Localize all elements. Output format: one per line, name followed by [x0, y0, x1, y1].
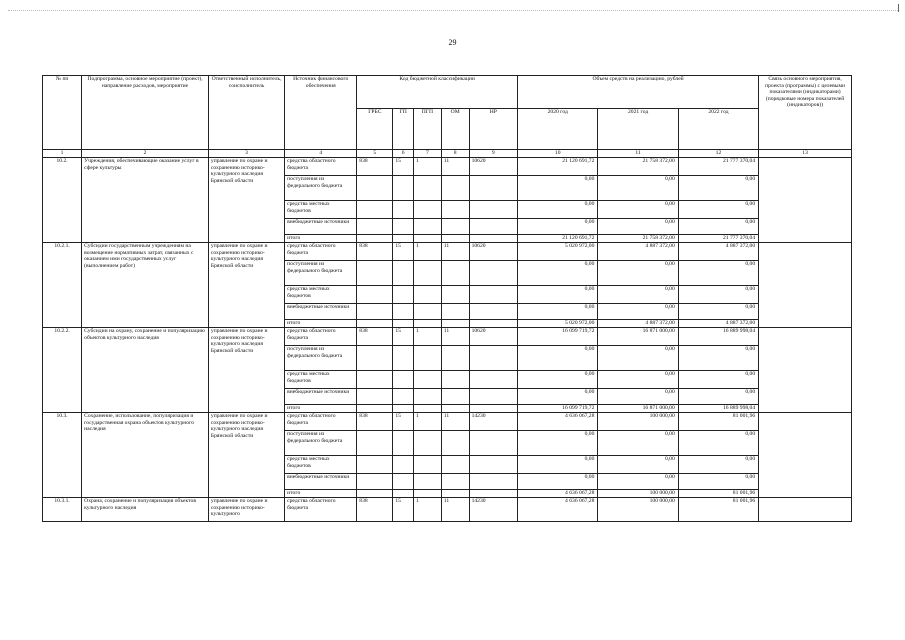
code-empty	[357, 261, 393, 286]
source-label: средства областного бюджета	[285, 413, 357, 431]
source-label: итого	[285, 235, 357, 243]
amount-cell: 0,00	[678, 176, 758, 201]
source-label: средства областного бюджета	[285, 158, 357, 176]
source-label: поступления из федерального бюджета	[285, 346, 357, 371]
code-empty	[413, 456, 441, 474]
header-gp: ГП	[393, 109, 414, 150]
code-empty	[413, 219, 441, 235]
code-empty	[393, 219, 414, 235]
amount-cell: 0,00	[518, 201, 598, 219]
code-pgp: 1	[413, 158, 441, 176]
code-empty	[357, 219, 393, 235]
code-empty	[413, 371, 441, 389]
amount-cell: 21 777 370,04	[678, 235, 758, 243]
code-empty	[413, 286, 441, 304]
code-empty	[393, 286, 414, 304]
header-name: Подпрограмма, основное мероприятие (проект), направление расходов, мероприятие	[82, 76, 209, 150]
amount-cell: 100 000,00	[598, 413, 678, 431]
amount-cell: 0,00	[598, 201, 678, 219]
amount-cell: 4 636 067,28	[518, 498, 598, 522]
code-empty	[469, 304, 517, 320]
code-empty	[413, 389, 441, 405]
code-empty	[469, 235, 517, 243]
code-empty	[357, 474, 393, 490]
source-label: поступления из федерального бюджета	[285, 176, 357, 201]
amount-cell: 0,00	[598, 176, 678, 201]
code-empty	[393, 235, 414, 243]
code-empty	[441, 490, 469, 498]
row-executor: управление по охране и сохранению историко-культурного наследия Брянской области	[208, 413, 284, 498]
page-number: 29	[448, 38, 457, 47]
code-empty	[357, 201, 393, 219]
source-label: средства местных бюджетов	[285, 371, 357, 389]
code-empty	[357, 304, 393, 320]
code-nr: 10620	[469, 243, 517, 261]
col-number: 8	[441, 150, 469, 158]
header-pgp: ПГП	[413, 109, 441, 150]
row-number: 10.3.	[43, 413, 82, 498]
code-om: 11	[441, 498, 469, 522]
code-empty	[469, 286, 517, 304]
header-nr: НР	[469, 109, 517, 150]
col-number: 2	[82, 150, 209, 158]
code-empty	[441, 235, 469, 243]
amount-cell: 0,00	[678, 286, 758, 304]
amount-cell: 0,00	[678, 219, 758, 235]
code-empty	[441, 346, 469, 371]
amount-cell: 4 887 372,00	[598, 243, 678, 261]
code-empty	[357, 371, 393, 389]
code-grbs: 838	[357, 243, 393, 261]
amount-cell: 0,00	[598, 219, 678, 235]
code-empty	[413, 261, 441, 286]
row-executor: управление по охране и сохранению историко-культурного наследия Брянской области	[208, 328, 284, 413]
code-empty	[469, 346, 517, 371]
amount-cell: 0,00	[678, 346, 758, 371]
row-number: 10.2.2.	[43, 328, 82, 413]
code-empty	[469, 176, 517, 201]
amount-cell: 16 871 000,00	[598, 328, 678, 346]
code-empty	[393, 405, 414, 413]
amount-cell: 4 887 372,00	[678, 320, 758, 328]
row-number: 10.2.	[43, 158, 82, 243]
table-row	[43, 243, 852, 261]
amount-cell: 0,00	[598, 346, 678, 371]
source-label: поступления из федерального бюджета	[285, 261, 357, 286]
source-label: внебюджетные источники	[285, 304, 357, 320]
code-nr: 10620	[469, 158, 517, 176]
code-empty	[441, 405, 469, 413]
code-grbs: 838	[357, 413, 393, 431]
header-2022: 2022 год	[678, 109, 758, 150]
code-empty	[413, 201, 441, 219]
source-label: итого	[285, 490, 357, 498]
row-name: Сохранение, использование, популяризация и государственная охрана объектов культурного наследия	[82, 413, 209, 498]
amount-cell: 21 120 691,72	[518, 158, 598, 176]
code-gp: 15	[393, 158, 414, 176]
row-name: Субсидии государственным учреждениям на возмещение нормативных затрат, связанных с оказанием ими государственных услуг (выполнением работ)	[82, 243, 209, 328]
scan-top-border	[8, 10, 898, 17]
table-row	[43, 158, 852, 176]
budget-table	[42, 75, 852, 522]
code-empty	[413, 490, 441, 498]
amount-cell: 0,00	[678, 371, 758, 389]
code-pgp: 1	[413, 243, 441, 261]
amount-cell: 21 758 372,00	[598, 158, 678, 176]
code-empty	[469, 389, 517, 405]
amount-cell: 4 636 067,28	[518, 490, 598, 498]
row-number: 10.3.1.	[43, 498, 82, 522]
source-label: итого	[285, 405, 357, 413]
table-row	[43, 498, 852, 522]
amount-cell: 21 777 370,04	[678, 158, 758, 176]
col-number: 10	[518, 150, 598, 158]
code-empty	[441, 304, 469, 320]
code-gp: 15	[393, 498, 414, 522]
code-om: 11	[441, 328, 469, 346]
code-empty	[413, 320, 441, 328]
code-empty	[469, 320, 517, 328]
column-number-row	[43, 150, 852, 158]
header-grbs: ГРБС	[357, 109, 393, 150]
amount-cell: 0,00	[518, 371, 598, 389]
source-label: средства областного бюджета	[285, 328, 357, 346]
source-label: средства местных бюджетов	[285, 286, 357, 304]
link-cell	[759, 498, 852, 522]
code-empty	[441, 286, 469, 304]
amount-cell: 16 099 719,72	[518, 405, 598, 413]
code-gp: 15	[393, 413, 414, 431]
code-empty	[357, 456, 393, 474]
link-cell	[759, 158, 852, 243]
code-empty	[357, 176, 393, 201]
amount-cell: 0,00	[518, 261, 598, 286]
amount-cell: 0,00	[678, 261, 758, 286]
amount-cell: 16 099 719,72	[518, 328, 598, 346]
code-empty	[393, 371, 414, 389]
link-cell	[759, 328, 852, 413]
amount-cell: 0,00	[678, 431, 758, 456]
amount-cell: 0,00	[598, 474, 678, 490]
code-empty	[413, 474, 441, 490]
amount-cell: 0,00	[598, 286, 678, 304]
table-body	[43, 158, 852, 522]
amount-cell: 0,00	[678, 474, 758, 490]
amount-cell: 100 000,00	[598, 490, 678, 498]
code-empty	[469, 261, 517, 286]
amount-cell: 0,00	[518, 346, 598, 371]
code-empty	[357, 346, 393, 371]
code-grbs: 838	[357, 498, 393, 522]
code-empty	[357, 235, 393, 243]
code-empty	[393, 261, 414, 286]
code-nr: 14230	[469, 498, 517, 522]
source-label: средства областного бюджета	[285, 243, 357, 261]
code-empty	[393, 456, 414, 474]
amount-cell: 4 887 372,00	[678, 243, 758, 261]
header-2021: 2021 год	[598, 109, 678, 150]
col-number: 12	[678, 150, 758, 158]
table-row	[43, 413, 852, 431]
code-gp: 15	[393, 243, 414, 261]
code-empty	[413, 346, 441, 371]
header-link: Связь основного мероприятия, проекта (программы) с целевыми показателями (индикаторами) (порядковые номера показателей (индикаторов))	[759, 76, 852, 150]
code-empty	[393, 490, 414, 498]
code-om: 11	[441, 158, 469, 176]
row-name: Субсидии на охрану, сохранение и популяризацию объектов культурного наследия	[82, 328, 209, 413]
code-nr: 14230	[469, 413, 517, 431]
amount-cell: 0,00	[598, 261, 678, 286]
source-label: внебюджетные источники	[285, 219, 357, 235]
code-empty	[441, 389, 469, 405]
col-number: 7	[413, 150, 441, 158]
row-executor: управление по охране и сохранению историко-культурного	[208, 498, 284, 522]
code-nr: 10620	[469, 328, 517, 346]
code-empty	[357, 320, 393, 328]
code-empty	[469, 219, 517, 235]
amount-cell: 0,00	[678, 456, 758, 474]
code-pgp: 1	[413, 498, 441, 522]
col-number: 11	[598, 150, 678, 158]
code-pgp: 1	[413, 413, 441, 431]
table-row	[43, 328, 852, 346]
code-empty	[357, 490, 393, 498]
amount-cell: 21 758 372,00	[598, 235, 678, 243]
amount-cell: 0,00	[518, 456, 598, 474]
amount-cell: 0,00	[518, 431, 598, 456]
code-grbs: 838	[357, 158, 393, 176]
header-executor: Ответственный исполнитель, соисполнитель	[208, 76, 284, 150]
amount-cell: 5 020 972,00	[518, 243, 598, 261]
source-label: поступления из федерального бюджета	[285, 431, 357, 456]
amount-cell: 0,00	[678, 201, 758, 219]
amount-cell: 81 001,96	[678, 498, 758, 522]
source-label: внебюджетные источники	[285, 474, 357, 490]
col-number: 9	[469, 150, 517, 158]
amount-cell: 0,00	[518, 474, 598, 490]
amount-cell: 4 887 372,00	[598, 320, 678, 328]
code-empty	[393, 201, 414, 219]
code-empty	[469, 371, 517, 389]
source-label: средства местных бюджетов	[285, 456, 357, 474]
code-empty	[357, 431, 393, 456]
code-empty	[393, 431, 414, 456]
code-empty	[441, 371, 469, 389]
code-empty	[393, 474, 414, 490]
amount-cell: 0,00	[678, 304, 758, 320]
amount-cell: 16 871 000,00	[598, 405, 678, 413]
col-number: 1	[43, 150, 82, 158]
amount-cell: 21 120 691,72	[518, 235, 598, 243]
code-empty	[413, 304, 441, 320]
code-empty	[393, 304, 414, 320]
code-empty	[469, 490, 517, 498]
row-number: 10.2.1.	[43, 243, 82, 328]
source-label: средства местных бюджетов	[285, 201, 357, 219]
source-label: средства областного бюджета	[285, 498, 357, 522]
amount-cell: 0,00	[518, 219, 598, 235]
amount-cell: 0,00	[598, 456, 678, 474]
code-om: 11	[441, 243, 469, 261]
code-om: 11	[441, 413, 469, 431]
amount-cell: 0,00	[518, 389, 598, 405]
header-no: № пп	[43, 76, 82, 150]
col-number: 5	[357, 150, 393, 158]
code-empty	[413, 405, 441, 413]
header-2020: 2020 год	[518, 109, 598, 150]
code-empty	[413, 176, 441, 201]
code-empty	[441, 456, 469, 474]
code-empty	[413, 431, 441, 456]
code-grbs: 838	[357, 328, 393, 346]
code-gp: 15	[393, 328, 414, 346]
link-cell	[759, 413, 852, 498]
code-empty	[441, 474, 469, 490]
amount-cell: 0,00	[518, 304, 598, 320]
row-name: Учреждения, обеспечивающие оказание услуг в сфере культуры	[82, 158, 209, 243]
header-om: ОМ	[441, 109, 469, 150]
code-empty	[393, 389, 414, 405]
code-empty	[441, 201, 469, 219]
code-empty	[441, 320, 469, 328]
header-budget-code: Код бюджетной классификации	[357, 76, 518, 109]
code-empty	[441, 261, 469, 286]
amount-cell: 0,00	[678, 389, 758, 405]
row-name: Охрана, сохранение и популяризация объектов культурного наследия	[82, 498, 209, 522]
amount-cell: 0,00	[598, 431, 678, 456]
amount-cell: 0,00	[598, 371, 678, 389]
amount-cell: 100 000,00	[598, 498, 678, 522]
code-empty	[393, 346, 414, 371]
header-source: Источник финансового обеспечения	[285, 76, 357, 150]
code-empty	[469, 405, 517, 413]
amount-cell: 4 636 067,28	[518, 413, 598, 431]
amount-cell: 16 889 998,04	[678, 328, 758, 346]
code-empty	[469, 431, 517, 456]
link-cell	[759, 243, 852, 328]
amount-cell: 81 001,96	[678, 413, 758, 431]
amount-cell: 0,00	[598, 304, 678, 320]
code-empty	[469, 474, 517, 490]
code-empty	[469, 201, 517, 219]
amount-cell: 0,00	[518, 286, 598, 304]
header-volume: Объем средств на реализацию, рублей	[518, 76, 759, 109]
source-label: внебюджетные источники	[285, 389, 357, 405]
code-empty	[413, 235, 441, 243]
col-number: 6	[393, 150, 414, 158]
amount-cell: 0,00	[598, 389, 678, 405]
code-empty	[393, 176, 414, 201]
amount-cell: 16 889 998,04	[678, 405, 758, 413]
col-number: 3	[208, 150, 284, 158]
code-empty	[357, 286, 393, 304]
code-pgp: 1	[413, 328, 441, 346]
row-executor: управление по охране и сохранению историко-культурного наследия Брянской области	[208, 243, 284, 328]
amount-cell: 81 001,96	[678, 490, 758, 498]
row-executor: управление по охране и сохранению историко-культурного наследия Брянской области	[208, 158, 284, 243]
code-empty	[393, 320, 414, 328]
code-empty	[441, 219, 469, 235]
code-empty	[441, 431, 469, 456]
col-number: 4	[285, 150, 357, 158]
code-empty	[357, 405, 393, 413]
scan-edge-mark	[898, 4, 899, 12]
code-empty	[469, 456, 517, 474]
amount-cell: 0,00	[518, 176, 598, 201]
code-empty	[357, 389, 393, 405]
code-empty	[441, 176, 469, 201]
col-number: 13	[759, 150, 852, 158]
source-label: итого	[285, 320, 357, 328]
amount-cell: 5 020 972,00	[518, 320, 598, 328]
